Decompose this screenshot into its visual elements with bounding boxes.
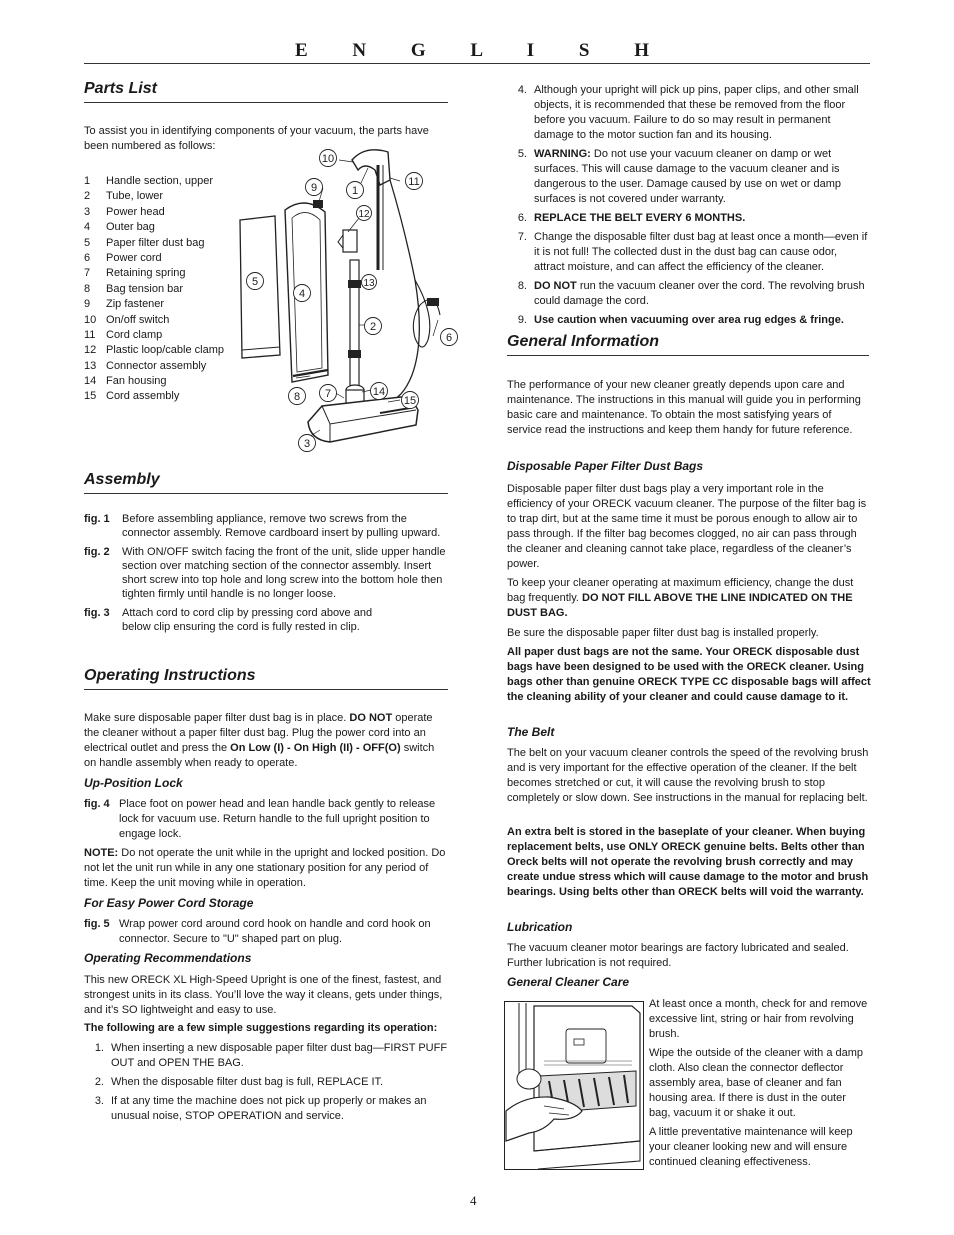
part-item: 4 Outer bag xyxy=(84,221,155,234)
svg-text:14: 14 xyxy=(372,386,386,398)
callout-5 xyxy=(247,273,264,290)
parts-list-heading: Parts List xyxy=(84,80,448,103)
dust-bags-paragraph-3: Be sure the disposable paper filter dust bag is installed properly. xyxy=(507,627,819,639)
svg-text:10: 10 xyxy=(321,153,335,165)
fig4-step: fig. 4 Place foot on power head and lean handle back gently to release lock for vacuum use. Return handle to the full upright position to engage lock. xyxy=(84,798,436,840)
general-info-heading: General Information xyxy=(507,333,869,356)
page-number: 4 xyxy=(470,1193,477,1208)
svg-text:5: 5 xyxy=(251,276,259,288)
list-item: 1. When inserting a new disposable paper filter dust bag—FIRST PUFF OUT and OPEN THE BAG. xyxy=(94,1042,448,1069)
cleaner-care-heading: General Cleaner Care xyxy=(507,975,630,989)
list-item: 5. WARNING: Do not use your vacuum cleaner on damp or wet surfaces. This will cause damage to the vacuum cleaner and is dangerous to the user. Damage caused by use on wet or damp surfaces is not covered under warranty. xyxy=(517,148,841,205)
svg-text:9: 9 xyxy=(310,182,318,194)
part-item: 7 Retaining spring xyxy=(84,267,186,280)
part-item: 14 Fan housing xyxy=(84,375,167,388)
list-item: 2. When the disposable filter dust bag is full, REPLACE IT. xyxy=(94,1076,384,1088)
svg-text:8: 8 xyxy=(293,391,301,403)
svg-text:3: 3 xyxy=(303,438,311,450)
dust-bags-paragraph-4: All paper dust bags are not the same. Your ORECK disposable dust bags have been designed to be used with the ORECK cleaner. Using bags other than genuine ORECK TYPE CC disposable bags will affect the cleaning ability of your cleaner and could cause damage to it. xyxy=(507,646,871,703)
callout-15 xyxy=(402,392,419,409)
svg-text:1: 1 xyxy=(351,185,359,197)
cleaner-care-paragraph-3: A little preventative maintenance will keep your cleaner looking new and will ensure continued cleaning effectiveness. xyxy=(649,1126,853,1168)
callout-6 xyxy=(441,329,458,346)
operating-heading: Operating Instructions xyxy=(84,667,448,690)
list-item: 6. REPLACE THE BELT EVERY 6 MONTHS. xyxy=(517,212,746,224)
callout-13 xyxy=(362,275,377,290)
part-item: 15 Cord assembly xyxy=(84,390,180,403)
callout-12 xyxy=(357,206,372,221)
part-item: 2 Tube, lower xyxy=(84,190,164,203)
recommendations-heading: Operating Recommendations xyxy=(84,951,252,965)
part-item: 12 Plastic loop/cable clamp xyxy=(84,344,225,357)
language-banner: E N G L I S H xyxy=(84,38,870,64)
list-item: 7. Change the disposable filter dust bag at least once a month—even if it is not full! The collected dust in the dust bag can cause odor, attract moisture, and can affect the efficiency of the cleaner. xyxy=(517,231,868,273)
cleaner-care-illustration xyxy=(504,1001,644,1170)
svg-text:12: 12 xyxy=(358,209,370,220)
callout-14 xyxy=(371,383,388,400)
part-item: 5 Paper filter dust bag xyxy=(84,236,205,249)
assembly-step: fig. 1 Before assembling appliance, remove two screws from the connector assembly. Remove cardboard insert by pulling upward. xyxy=(84,513,441,540)
callout-4 xyxy=(294,285,311,302)
list-item: 3. If at any time the machine does not pick up properly or makes an unusual noise, STOP OPERATION and service. xyxy=(94,1095,427,1122)
part-item: 10 On/off switch xyxy=(84,313,170,326)
parts-list-intro: To assist you in identifying components of your vacuum, the parts have been numbered as follows: xyxy=(84,125,429,152)
assembly-step: fig. 3 Attach cord to cord clip by pressing cord above and below clip ensuring the cord is fully rested in clip. xyxy=(84,606,373,634)
operating-intro: Make sure disposable paper filter dust bag is in place. DO NOT operate the cleaner without a paper filter dust bag. Plug the power cord into an electrical outlet and press the On Low (I) - On High (II) - OFF(O) switch on handle assembly when ready to operate. xyxy=(84,712,435,769)
part-item: 11 Cord clamp xyxy=(84,328,163,341)
belt-paragraph-2: An extra belt is stored in the baseplate of your cleaner. When buying replacement belts, use ONLY ORECK genuine belts. Belts other than Oreck belts will not operate the revolving brush correctly and may create undue stress which will cause damage to the motor and brush bearings. Using belts other than ORECK belts will void the warranty. xyxy=(507,826,869,898)
callout-3 xyxy=(299,435,316,452)
general-info-intro: The performance of your new cleaner greatly depends upon care and maintenance. The instructions in this manual will guide you in performing basic care and maintenance. To obtain the most satisfying years of service read the instructions and keep them handy for future reference. xyxy=(507,379,861,436)
assembly-steps xyxy=(84,512,448,638)
part-item: 6 Power cord xyxy=(84,251,162,264)
svg-text:2: 2 xyxy=(369,321,377,333)
svg-text:6: 6 xyxy=(445,332,453,344)
callout-2 xyxy=(365,318,382,335)
assembly-step: fig. 2 With ON/OFF switch facing the front of the unit, slide upper handle section over matching section of the connector assembly. Insert short screw into top hole and long screw into the bottom hole then tighten firmly until handle is no longer loose. xyxy=(84,545,446,601)
belt-paragraph-1: The belt on your vacuum cleaner controls the speed of the revolving brush and is very important for the effective operation of the cleaner. If the belt becomes stretched or cut, it will cause the revolving brush to stop completely or slow down. See instructions in the manual for replacing belt. xyxy=(507,747,869,804)
cleaner-care-paragraph-2: Wipe the outside of the cleaner with a damp cloth. Also clean the connector deflector assembly area, base of cleaner and fan housing area. If there is dust in the outer bag, vacuum it or shake it out. xyxy=(649,1047,864,1119)
fig5-step: fig. 5 Wrap power cord around cord hook on handle and cord hook on connector. Secure to "U" shaped part on plug. xyxy=(84,918,431,945)
vacuum-parts-diagram xyxy=(230,140,460,460)
assembly-heading: Assembly xyxy=(84,471,448,494)
callout-9 xyxy=(306,179,323,196)
dust-bags-paragraph-1: Disposable paper filter dust bags play a very important role in the efficiency of your ORECK vacuum cleaner. The purpose of the filter bag is to trap dirt, but at the same time it must be porous enough to allow air to pass through. If the filter bag becomes clogged, no air can pass through the cleaner and cleaning cannot take place, regardless of the cleaner’s power. xyxy=(507,483,867,570)
recommendations-intro: This new ORECK XL High-Speed Upright is one of the finest, fastest, and strongest units in its class. You’ll love the way it cleans, gets under things, and it’s SO lightweight and easy to use. xyxy=(84,974,443,1016)
callout-7 xyxy=(320,385,337,402)
up-position-lock-heading: Up-Position Lock xyxy=(84,776,183,790)
svg-text:4: 4 xyxy=(298,288,306,300)
part-item: 1 Handle section, upper xyxy=(84,175,214,187)
parts-list xyxy=(84,174,254,405)
recommendations-list-continued xyxy=(507,83,869,332)
part-item: 13 Connector assembly xyxy=(84,359,207,372)
recommendations-list xyxy=(84,1041,448,1128)
operating-note: NOTE: Do not operate the unit while in the upright and locked position. Do not let the unit run while in any one stationary position for any period of time. Keep the unit moving while in operation. xyxy=(84,847,446,889)
cord-storage-heading: For Easy Power Cord Storage xyxy=(84,896,254,910)
belt-heading: The Belt xyxy=(507,725,555,739)
recommendations-lead: The following are a few simple suggestions regarding its operation: xyxy=(84,1022,438,1034)
svg-text:13: 13 xyxy=(363,278,375,289)
callout-1 xyxy=(347,182,364,199)
callout-10 xyxy=(320,150,337,167)
part-item: 8 Bag tension bar xyxy=(84,282,184,295)
dust-bags-heading: Disposable Paper Filter Dust Bags xyxy=(507,459,704,473)
part-item: 3 Power head xyxy=(84,205,165,218)
svg-text:15: 15 xyxy=(403,395,417,407)
dust-bags-paragraph-2: To keep your cleaner operating at maximum efficiency, change the dust bag frequently. DO NOT FILL ABOVE THE LINE INDICATED ON THE DUST BAG. xyxy=(507,577,854,619)
svg-text:11: 11 xyxy=(408,176,420,188)
list-item: 9. Use caution when vacuuming over area rug edges & fringe. xyxy=(517,314,844,326)
cleaner-care-paragraph-1: At least once a month, check for and remove excessive lint, string or hair from revolving brush. xyxy=(649,998,868,1040)
callout-8 xyxy=(289,388,306,405)
svg-text:7: 7 xyxy=(324,388,332,400)
lubrication-paragraph: The vacuum cleaner motor bearings are factory lubricated and sealed. Further lubrication is not required. xyxy=(507,942,849,969)
list-item: 4. Although your upright will pick up pins, paper clips, and other small objects, it is recommended that these be removed from the floor before you vacuum. Failure to do so may result in permanent damage to the motor suction fan and its housing. xyxy=(517,84,859,141)
list-item: 8. DO NOT run the vacuum cleaner over the cord. The revolving brush could damage the cord. xyxy=(517,280,865,307)
lubrication-heading: Lubrication xyxy=(507,920,573,934)
callout-11 xyxy=(406,173,423,190)
part-item: 9 Zip fastener xyxy=(84,298,165,311)
